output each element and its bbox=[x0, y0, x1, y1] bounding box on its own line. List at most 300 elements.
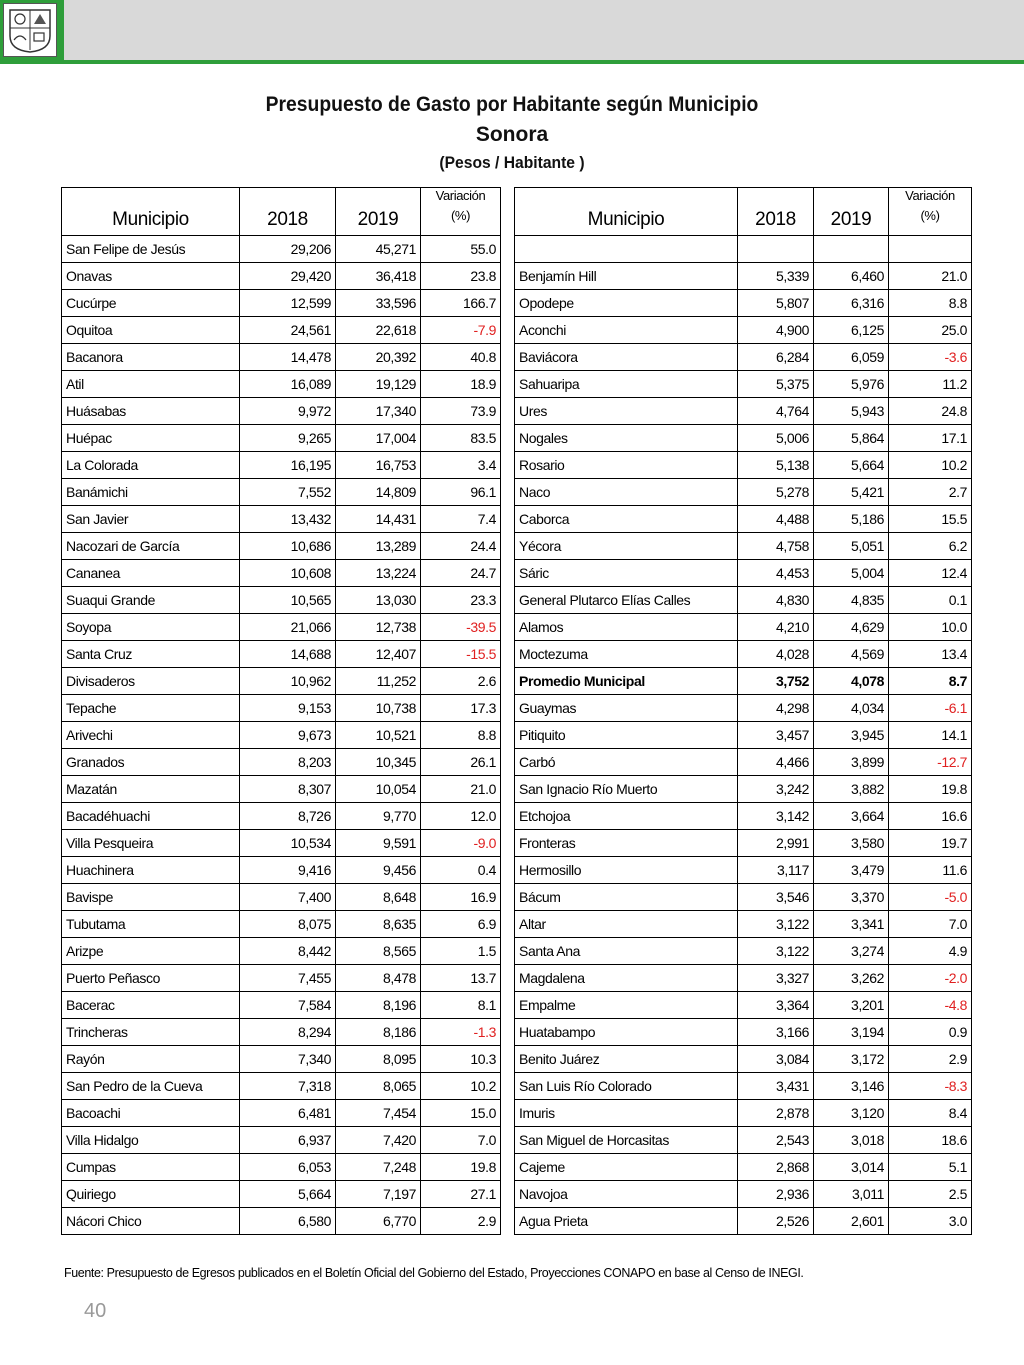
cell-2018: 10,962 bbox=[240, 668, 336, 695]
cell-municipio: Imuris bbox=[515, 1100, 738, 1127]
col-header-municipio: Municipio bbox=[62, 188, 240, 236]
cell-2019: 4,835 bbox=[814, 587, 889, 614]
cell-municipio: Promedio Municipal bbox=[515, 668, 738, 695]
cell-2019: 8,635 bbox=[336, 911, 421, 938]
cell-2018: 10,534 bbox=[240, 830, 336, 857]
cell-2018: 3,166 bbox=[738, 1019, 814, 1046]
cell-2018: 5,138 bbox=[738, 452, 814, 479]
cell-variacion: 10.2 bbox=[889, 452, 972, 479]
cell-2019: 3,146 bbox=[814, 1073, 889, 1100]
cell-variacion: 17.1 bbox=[889, 425, 972, 452]
cell-2018: 16,195 bbox=[240, 452, 336, 479]
table-row bbox=[62, 1019, 501, 1046]
top-header-bar bbox=[0, 0, 1024, 64]
cell-variacion: 1.5 bbox=[421, 938, 501, 965]
col-header-2019: 2019 bbox=[336, 188, 421, 236]
table-row bbox=[515, 1154, 972, 1181]
table-row bbox=[62, 803, 501, 830]
cell-2019: 5,943 bbox=[814, 398, 889, 425]
table-row bbox=[515, 722, 972, 749]
cell-2019: 17,004 bbox=[336, 425, 421, 452]
cell-municipio: Santa Ana bbox=[515, 938, 738, 965]
cell-2019: 3,201 bbox=[814, 992, 889, 1019]
cell-variacion: 2.9 bbox=[421, 1208, 501, 1235]
cell-2018: 3,364 bbox=[738, 992, 814, 1019]
cell-municipio: Benito Juárez bbox=[515, 1046, 738, 1073]
cell-variacion: 166.7 bbox=[421, 290, 501, 317]
cell-2019: 13,030 bbox=[336, 587, 421, 614]
table-row bbox=[62, 290, 501, 317]
cell-2018: 7,584 bbox=[240, 992, 336, 1019]
cell-municipio: Huachinera bbox=[62, 857, 240, 884]
cell-2019: 9,770 bbox=[336, 803, 421, 830]
cell-municipio: Opodepe bbox=[515, 290, 738, 317]
cell-municipio: Etchojoa bbox=[515, 803, 738, 830]
cell-municipio: Trincheras bbox=[62, 1019, 240, 1046]
cell-2018: 24,561 bbox=[240, 317, 336, 344]
cell-variacion: 2.6 bbox=[421, 668, 501, 695]
table-row bbox=[62, 884, 501, 911]
cell-2018: 2,526 bbox=[738, 1208, 814, 1235]
cell-2019: 6,125 bbox=[814, 317, 889, 344]
cell-variacion: -6.1 bbox=[889, 695, 972, 722]
cell-2019: 2,601 bbox=[814, 1208, 889, 1235]
cell-variacion: 16.9 bbox=[421, 884, 501, 911]
cell-2018: 3,327 bbox=[738, 965, 814, 992]
table-row bbox=[62, 398, 501, 425]
cell-variacion: 2.7 bbox=[889, 479, 972, 506]
table-row bbox=[62, 668, 501, 695]
cell-2018: 4,758 bbox=[738, 533, 814, 560]
cell-municipio: San Luis Río Colorado bbox=[515, 1073, 738, 1100]
table-row bbox=[62, 614, 501, 641]
cell-variacion: 6.9 bbox=[421, 911, 501, 938]
cell-2018: 3,142 bbox=[738, 803, 814, 830]
cell-variacion bbox=[889, 236, 972, 263]
cell-2019: 4,569 bbox=[814, 641, 889, 668]
table-row bbox=[62, 695, 501, 722]
table-row bbox=[515, 425, 972, 452]
cell-variacion: 15.0 bbox=[421, 1100, 501, 1127]
cell-2019: 8,648 bbox=[336, 884, 421, 911]
cell-2019: 12,738 bbox=[336, 614, 421, 641]
table-row bbox=[62, 722, 501, 749]
cell-2018: 8,203 bbox=[240, 749, 336, 776]
cell-municipio: Fronteras bbox=[515, 830, 738, 857]
cell-2019: 3,341 bbox=[814, 911, 889, 938]
cell-2018: 8,075 bbox=[240, 911, 336, 938]
cell-municipio: Sáric bbox=[515, 560, 738, 587]
cell-variacion: -15.5 bbox=[421, 641, 501, 668]
cell-municipio: San Ignacio Río Muerto bbox=[515, 776, 738, 803]
cell-variacion: 7.0 bbox=[889, 911, 972, 938]
cell-2018: 8,726 bbox=[240, 803, 336, 830]
cell-municipio: Agua Prieta bbox=[515, 1208, 738, 1235]
cell-2019: 33,596 bbox=[336, 290, 421, 317]
cell-municipio: Cajeme bbox=[515, 1154, 738, 1181]
cell-2018 bbox=[738, 236, 814, 263]
cell-2019: 3,479 bbox=[814, 857, 889, 884]
cell-2018: 9,673 bbox=[240, 722, 336, 749]
cell-2018: 8,294 bbox=[240, 1019, 336, 1046]
cell-2019: 10,738 bbox=[336, 695, 421, 722]
cell-variacion: 8.1 bbox=[421, 992, 501, 1019]
cell-variacion: 10.0 bbox=[889, 614, 972, 641]
cell-municipio: Bacanora bbox=[62, 344, 240, 371]
cell-variacion: 13.4 bbox=[889, 641, 972, 668]
cell-municipio: Huépac bbox=[62, 425, 240, 452]
table-row bbox=[515, 695, 972, 722]
cell-variacion: 3.4 bbox=[421, 452, 501, 479]
cell-2019: 6,059 bbox=[814, 344, 889, 371]
cell-2019: 12,407 bbox=[336, 641, 421, 668]
cell-2018: 4,488 bbox=[738, 506, 814, 533]
table-row bbox=[62, 371, 501, 398]
cell-2018: 4,466 bbox=[738, 749, 814, 776]
cell-2019: 7,420 bbox=[336, 1127, 421, 1154]
table-row bbox=[515, 533, 972, 560]
table-row bbox=[515, 938, 972, 965]
cell-variacion: 40.8 bbox=[421, 344, 501, 371]
cell-2019: 8,565 bbox=[336, 938, 421, 965]
cell-variacion: 83.5 bbox=[421, 425, 501, 452]
cell-variacion: 12.0 bbox=[421, 803, 501, 830]
cell-municipio: Mazatán bbox=[62, 776, 240, 803]
cell-2019: 7,197 bbox=[336, 1181, 421, 1208]
cell-variacion: 24.7 bbox=[421, 560, 501, 587]
cell-2018: 7,340 bbox=[240, 1046, 336, 1073]
cell-variacion: 26.1 bbox=[421, 749, 501, 776]
table-row bbox=[62, 641, 501, 668]
cell-2019: 14,431 bbox=[336, 506, 421, 533]
cell-variacion: 24.8 bbox=[889, 398, 972, 425]
cell-municipio: Atil bbox=[62, 371, 240, 398]
cell-variacion: 4.9 bbox=[889, 938, 972, 965]
col-header-variacion: Variación (%) bbox=[421, 188, 501, 236]
cell-municipio: Naco bbox=[515, 479, 738, 506]
table-row bbox=[62, 1154, 501, 1181]
logo-frame bbox=[0, 0, 64, 64]
table-row bbox=[62, 317, 501, 344]
cell-municipio: General Plutarco Elías Calles bbox=[515, 587, 738, 614]
cell-2018: 14,478 bbox=[240, 344, 336, 371]
table-row bbox=[515, 452, 972, 479]
cell-2018: 16,089 bbox=[240, 371, 336, 398]
cell-2018: 4,900 bbox=[738, 317, 814, 344]
cell-2019: 5,421 bbox=[814, 479, 889, 506]
cell-2019: 3,014 bbox=[814, 1154, 889, 1181]
cell-2018: 29,420 bbox=[240, 263, 336, 290]
cell-2019: 3,899 bbox=[814, 749, 889, 776]
cell-variacion: 23.8 bbox=[421, 263, 501, 290]
cell-municipio: La Colorada bbox=[62, 452, 240, 479]
table-row bbox=[515, 1181, 972, 1208]
cell-2019: 8,095 bbox=[336, 1046, 421, 1073]
cell-variacion: 2.9 bbox=[889, 1046, 972, 1073]
cell-municipio: Caborca bbox=[515, 506, 738, 533]
table-row bbox=[62, 587, 501, 614]
cell-2018: 9,265 bbox=[240, 425, 336, 452]
cell-2019: 3,664 bbox=[814, 803, 889, 830]
cell-municipio: Puerto Peñasco bbox=[62, 965, 240, 992]
cell-municipio: Nogales bbox=[515, 425, 738, 452]
cell-variacion: -5.0 bbox=[889, 884, 972, 911]
table-row bbox=[62, 1181, 501, 1208]
cell-2018: 13,432 bbox=[240, 506, 336, 533]
cell-variacion: -8.3 bbox=[889, 1073, 972, 1100]
cell-2019: 3,011 bbox=[814, 1181, 889, 1208]
cell-2018: 2,991 bbox=[738, 830, 814, 857]
cell-municipio: Tubutama bbox=[62, 911, 240, 938]
table-row bbox=[515, 641, 972, 668]
cell-municipio: San Pedro de la Cueva bbox=[62, 1073, 240, 1100]
table-row bbox=[515, 344, 972, 371]
cell-municipio: Nácori Chico bbox=[62, 1208, 240, 1235]
cell-2019: 3,194 bbox=[814, 1019, 889, 1046]
table-row bbox=[515, 1046, 972, 1073]
cell-municipio: Santa Cruz bbox=[62, 641, 240, 668]
cell-variacion: 11.6 bbox=[889, 857, 972, 884]
cell-2018: 29,206 bbox=[240, 236, 336, 263]
table-row bbox=[62, 1208, 501, 1235]
cell-variacion: 11.2 bbox=[889, 371, 972, 398]
cell-2019: 19,129 bbox=[336, 371, 421, 398]
table-row bbox=[515, 776, 972, 803]
table-row bbox=[62, 506, 501, 533]
cell-municipio: Navojoa bbox=[515, 1181, 738, 1208]
cell-variacion: -7.9 bbox=[421, 317, 501, 344]
table-row bbox=[515, 1019, 972, 1046]
table-row bbox=[515, 398, 972, 425]
cell-municipio: Divisaderos bbox=[62, 668, 240, 695]
table-row bbox=[515, 317, 972, 344]
cell-variacion: -3.6 bbox=[889, 344, 972, 371]
cell-2019: 3,172 bbox=[814, 1046, 889, 1073]
cell-municipio: Hermosillo bbox=[515, 857, 738, 884]
table-header-row bbox=[515, 188, 972, 236]
cell-variacion: 14.1 bbox=[889, 722, 972, 749]
cell-municipio: Quiriego bbox=[62, 1181, 240, 1208]
cell-2018: 5,339 bbox=[738, 263, 814, 290]
cell-2019: 9,456 bbox=[336, 857, 421, 884]
cell-municipio: Guaymas bbox=[515, 695, 738, 722]
cell-municipio: Nacozari de García bbox=[62, 533, 240, 560]
cell-2018: 2,878 bbox=[738, 1100, 814, 1127]
cell-variacion: 73.9 bbox=[421, 398, 501, 425]
cell-municipio: Oquitoa bbox=[62, 317, 240, 344]
cell-2019: 6,316 bbox=[814, 290, 889, 317]
cell-2018: 6,937 bbox=[240, 1127, 336, 1154]
cell-2018: 4,830 bbox=[738, 587, 814, 614]
cell-2018: 5,278 bbox=[738, 479, 814, 506]
table-row bbox=[515, 371, 972, 398]
table-row bbox=[62, 263, 501, 290]
table-row bbox=[515, 1208, 972, 1235]
cell-2019: 10,345 bbox=[336, 749, 421, 776]
cell-municipio: Benjamín Hill bbox=[515, 263, 738, 290]
table-row bbox=[62, 857, 501, 884]
cell-variacion: -4.8 bbox=[889, 992, 972, 1019]
cell-2018: 6,053 bbox=[240, 1154, 336, 1181]
cell-2019: 5,186 bbox=[814, 506, 889, 533]
cell-municipio: Alamos bbox=[515, 614, 738, 641]
cell-2018: 5,006 bbox=[738, 425, 814, 452]
cell-2018: 8,442 bbox=[240, 938, 336, 965]
table-row bbox=[62, 830, 501, 857]
cell-2019: 13,224 bbox=[336, 560, 421, 587]
cell-2019: 8,186 bbox=[336, 1019, 421, 1046]
cell-2019: 6,460 bbox=[814, 263, 889, 290]
cell-municipio: Ures bbox=[515, 398, 738, 425]
table-row bbox=[62, 776, 501, 803]
cell-2018: 10,686 bbox=[240, 533, 336, 560]
cell-variacion: 23.3 bbox=[421, 587, 501, 614]
cell-2018: 12,599 bbox=[240, 290, 336, 317]
cell-2019: 7,454 bbox=[336, 1100, 421, 1127]
table-row bbox=[515, 1073, 972, 1100]
cell-variacion: 24.4 bbox=[421, 533, 501, 560]
cell-2019: 3,882 bbox=[814, 776, 889, 803]
table-row bbox=[62, 236, 501, 263]
cell-variacion: 21.0 bbox=[889, 263, 972, 290]
table-row bbox=[515, 884, 972, 911]
table-row bbox=[515, 263, 972, 290]
table-row bbox=[515, 1127, 972, 1154]
cell-municipio: Suaqui Grande bbox=[62, 587, 240, 614]
table-row bbox=[62, 938, 501, 965]
cell-2019: 3,262 bbox=[814, 965, 889, 992]
cell-municipio: Huásabas bbox=[62, 398, 240, 425]
cell-2018: 2,868 bbox=[738, 1154, 814, 1181]
cell-variacion: 19.8 bbox=[889, 776, 972, 803]
cell-2018: 3,122 bbox=[738, 911, 814, 938]
cell-2018: 6,580 bbox=[240, 1208, 336, 1235]
cell-2019: 17,340 bbox=[336, 398, 421, 425]
table-row bbox=[62, 1046, 501, 1073]
table-row bbox=[515, 1100, 972, 1127]
cell-2019: 14,809 bbox=[336, 479, 421, 506]
table-row bbox=[62, 1073, 501, 1100]
table-row bbox=[62, 560, 501, 587]
cell-municipio: Bácum bbox=[515, 884, 738, 911]
cell-2019: 5,004 bbox=[814, 560, 889, 587]
cell-variacion: -1.3 bbox=[421, 1019, 501, 1046]
cell-municipio: Arizpe bbox=[62, 938, 240, 965]
cell-2018: 10,565 bbox=[240, 587, 336, 614]
cell-2019: 16,753 bbox=[336, 452, 421, 479]
cell-variacion: -2.0 bbox=[889, 965, 972, 992]
cell-municipio: Moctezuma bbox=[515, 641, 738, 668]
page-title: Presupuesto de Gasto por Habitante según Municipio bbox=[265, 93, 759, 116]
cell-2019: 5,976 bbox=[814, 371, 889, 398]
cell-municipio: Granados bbox=[62, 749, 240, 776]
cell-2018: 4,298 bbox=[738, 695, 814, 722]
cell-variacion: 15.5 bbox=[889, 506, 972, 533]
cell-2018: 3,546 bbox=[738, 884, 814, 911]
col-header-2018: 2018 bbox=[240, 188, 336, 236]
cell-municipio: Cucúrpe bbox=[62, 290, 240, 317]
cell-2019: 22,618 bbox=[336, 317, 421, 344]
cell-2018: 7,455 bbox=[240, 965, 336, 992]
cell-municipio: Villa Hidalgo bbox=[62, 1127, 240, 1154]
table-row bbox=[62, 992, 501, 1019]
table-row bbox=[62, 1100, 501, 1127]
cell-2019: 20,392 bbox=[336, 344, 421, 371]
cell-variacion: 0.9 bbox=[889, 1019, 972, 1046]
cell-municipio: Baviácora bbox=[515, 344, 738, 371]
cell-variacion: -39.5 bbox=[421, 614, 501, 641]
cell-variacion: 10.2 bbox=[421, 1073, 501, 1100]
cell-variacion: 27.1 bbox=[421, 1181, 501, 1208]
cell-2018: 4,028 bbox=[738, 641, 814, 668]
cell-2018: 6,284 bbox=[738, 344, 814, 371]
cell-variacion: 5.1 bbox=[889, 1154, 972, 1181]
col-header-variacion: Variación (%) bbox=[889, 188, 972, 236]
cell-2018: 7,552 bbox=[240, 479, 336, 506]
col-header-municipio: Municipio bbox=[515, 188, 738, 236]
table-row bbox=[515, 236, 972, 263]
cell-2019: 10,054 bbox=[336, 776, 421, 803]
table-row bbox=[515, 614, 972, 641]
cell-2018: 3,457 bbox=[738, 722, 814, 749]
cell-municipio: Pitiquito bbox=[515, 722, 738, 749]
cell-municipio: Aconchi bbox=[515, 317, 738, 344]
cell-2019 bbox=[814, 236, 889, 263]
cell-variacion: 55.0 bbox=[421, 236, 501, 263]
cell-2019: 4,034 bbox=[814, 695, 889, 722]
cell-municipio: Empalme bbox=[515, 992, 738, 1019]
table-row bbox=[515, 479, 972, 506]
cell-2018: 5,375 bbox=[738, 371, 814, 398]
cell-municipio: Yécora bbox=[515, 533, 738, 560]
cell-2019: 4,078 bbox=[814, 668, 889, 695]
cell-variacion: -12.7 bbox=[889, 749, 972, 776]
col-header-2019: 2019 bbox=[814, 188, 889, 236]
cell-2019: 4,629 bbox=[814, 614, 889, 641]
cell-2019: 5,664 bbox=[814, 452, 889, 479]
left-data-table bbox=[61, 187, 501, 1235]
cell-variacion: 16.6 bbox=[889, 803, 972, 830]
table-row bbox=[515, 749, 972, 776]
cell-2018: 8,307 bbox=[240, 776, 336, 803]
table-row bbox=[62, 1127, 501, 1154]
cell-municipio bbox=[515, 236, 738, 263]
cell-2018: 5,807 bbox=[738, 290, 814, 317]
cell-2019: 3,018 bbox=[814, 1127, 889, 1154]
cell-municipio: Tepache bbox=[62, 695, 240, 722]
cell-variacion: 7.0 bbox=[421, 1127, 501, 1154]
cell-municipio: Banámichi bbox=[62, 479, 240, 506]
cell-2019: 3,120 bbox=[814, 1100, 889, 1127]
cell-municipio: Onavas bbox=[62, 263, 240, 290]
table-row bbox=[62, 533, 501, 560]
source-note: Fuente: Presupuesto de Egresos publicados en el Boletín Oficial del Gobierno del Estado, Proyecciones CONAPO en base al Censo de INEGI. bbox=[64, 1266, 804, 1280]
cell-2019: 11,252 bbox=[336, 668, 421, 695]
table-row bbox=[515, 857, 972, 884]
cell-2018: 3,431 bbox=[738, 1073, 814, 1100]
cell-municipio: Arivechi bbox=[62, 722, 240, 749]
table-row bbox=[515, 992, 972, 1019]
cell-variacion: 96.1 bbox=[421, 479, 501, 506]
cell-2019: 6,770 bbox=[336, 1208, 421, 1235]
page-subtitle-units: (Pesos / Habitante ) bbox=[439, 153, 585, 172]
cell-2018: 3,084 bbox=[738, 1046, 814, 1073]
cell-variacion: 8.8 bbox=[889, 290, 972, 317]
cell-variacion: 8.7 bbox=[889, 668, 972, 695]
cell-variacion: 3.0 bbox=[889, 1208, 972, 1235]
table-row bbox=[515, 911, 972, 938]
cell-variacion: 0.4 bbox=[421, 857, 501, 884]
